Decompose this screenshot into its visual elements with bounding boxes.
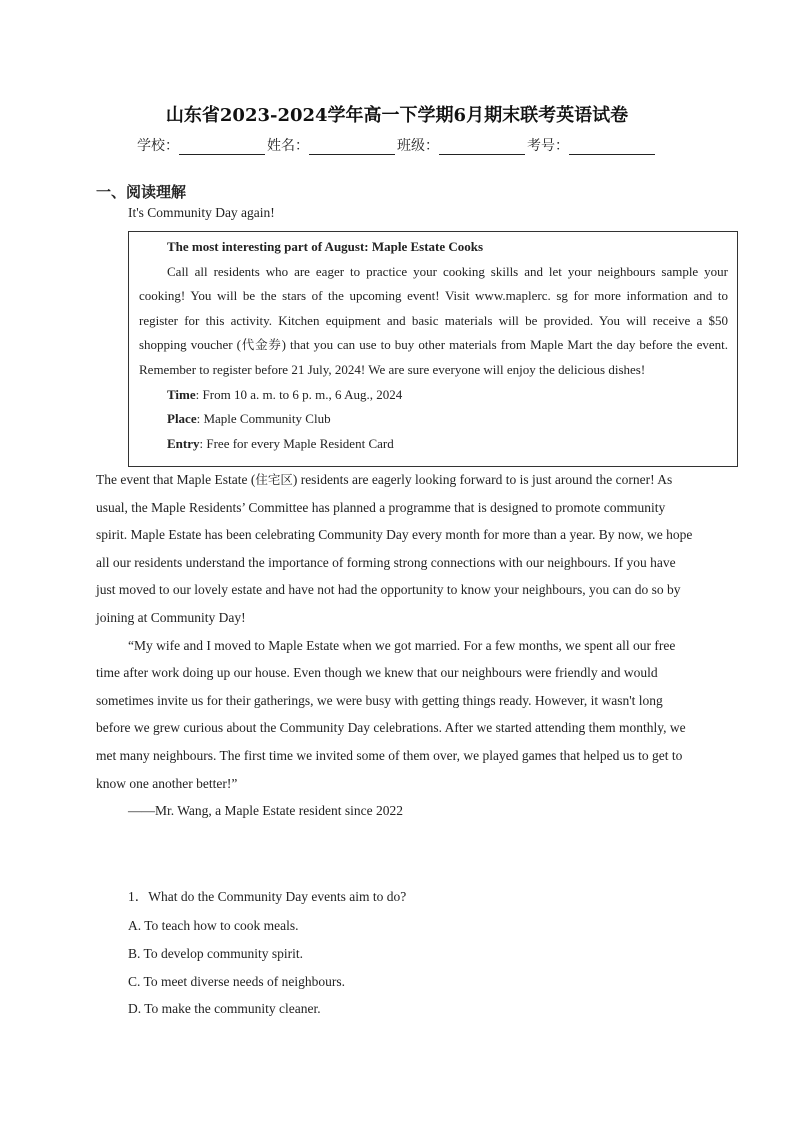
exam-title: 山东省2023-2024学年高一下学期6月期末联考英语试卷	[165, 105, 629, 126]
ad-time	[139, 383, 728, 408]
question-1-option-d[interactable]: D. To make the community cleaner.	[128, 1001, 321, 1016]
class-blank[interactable]	[439, 138, 525, 155]
ad-body-part1: Call all residents who are eager to practice your cooking skills and let your neighbours sample your cooking! You will be the stars of the upcoming event! Visit www.maplerc. sg for more information and to register for this activity. Kitchen equipment and basic materials will be provided. You will receive a $50 shopping voucher (	[139, 263, 728, 353]
student-info-row	[0, 135, 794, 155]
ad-body	[139, 260, 728, 383]
ad-entry-value: : Free for every Maple Resident Card	[199, 435, 394, 451]
exam-number-label: 考号：	[527, 138, 569, 154]
ad-place	[139, 407, 728, 432]
name-label: 姓名：	[267, 138, 309, 154]
ad-body-cjk: 代金券	[240, 337, 282, 353]
question-1-option-a[interactable]: A. To teach how to cook meals.	[128, 918, 299, 933]
ad-place-value: : Maple Community Club	[196, 411, 331, 427]
advertisement-box	[128, 231, 738, 467]
ad-place-label: Place	[167, 411, 197, 427]
ad-body-part2: ) that you can use to buy other materials from Maple Mart the day before the event. Remember to register before 21 July, 2024! We are sure everyone will enjoy the delicious dishes!	[139, 337, 728, 377]
question-1-option-b[interactable]: B. To develop community spirit.	[128, 946, 304, 961]
passage-p1-part1: The event that Maple Estate (	[96, 472, 256, 487]
school-blank[interactable]	[179, 138, 265, 155]
reading-passage	[96, 466, 696, 825]
section-heading: 一、阅读理解	[96, 183, 187, 201]
exam-number-blank[interactable]	[569, 138, 655, 155]
question-1-stem: 1．What do the Community Day events aim to do?	[128, 889, 407, 904]
passage-paragraph-1	[96, 466, 696, 632]
ad-time-value: : From 10 a. m. to 6 p. m., 6 Aug., 2024	[195, 386, 403, 402]
passage-p1-cjk: 住宅区	[255, 472, 293, 487]
name-blank[interactable]	[309, 138, 395, 155]
question-1-option-c[interactable]: C. To meet diverse needs of neighbours.	[128, 974, 346, 989]
ad-entry-label: Entry	[167, 435, 200, 451]
passage-p1-part2: ) residents are eagerly looking forward to is just around the corner! As usual, the Maple Residents’ Committee has planned a programme that is designed to promote community spirit. Maple Estate has been celebrating Community Day every month for more than a year. By now, we hope all our residents understand the importance of forming strong connections with our neighbours. If you have just moved to our lovely estate and have not had the opportunity to know your neighbours, you can do so by joining at Community Day!	[96, 472, 693, 625]
passage-paragraph-2: “My wife and I moved to Maple Estate when we got married. For a few months, we spent all our free time after work doing up our house. Even though we knew that our neighbours were friendly and would sometimes invite us for their gatherings, we were busy with getting things ready. However, it wasn't long before we grew curious about the Community Day celebrations. After we started attending them monthly, we met many neighbours. The first time we invited some of them over, we played games that helped us to get to know one another better!”	[96, 637, 686, 791]
quote-attribution: ——Mr. Wang, a Maple Estate resident since 2022	[128, 803, 403, 819]
ad-title: The most interesting part of August: Maple Estate Cooks	[167, 239, 484, 254]
school-label: 学校：	[137, 138, 179, 154]
ad-time-label: Time	[167, 386, 196, 402]
class-label: 班级：	[397, 138, 439, 154]
ad-entry	[139, 432, 728, 457]
section-intro: It's Community Day again!	[128, 205, 275, 220]
